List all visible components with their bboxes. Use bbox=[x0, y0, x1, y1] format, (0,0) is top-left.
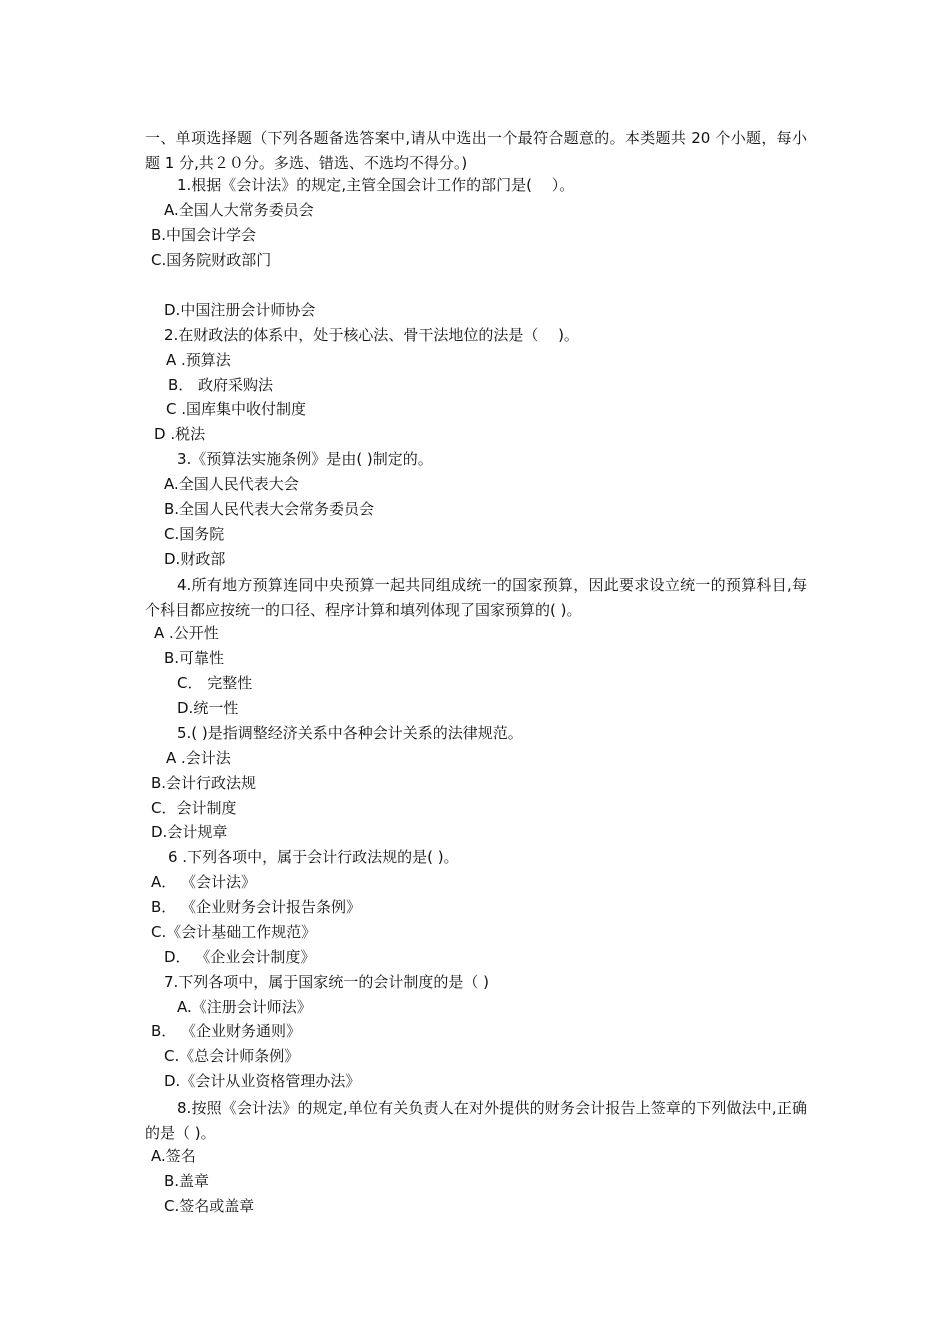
option-text: C．会计制度 bbox=[151, 799, 237, 817]
option-text: C .国库集中收付制度 bbox=[166, 400, 307, 418]
option-text: B． 政府采购法 bbox=[168, 376, 274, 394]
question-stem: 8.按照《会计法》的规定,单位有关负责人在对外提供的财务会计报告上签章的下列做法中,正确的是（ )。 bbox=[145, 1099, 807, 1142]
option-text: D.财政部 bbox=[164, 550, 226, 568]
option-text: A .预算法 bbox=[166, 351, 231, 369]
option-text: B.会计行政法规 bbox=[151, 774, 257, 792]
option-text: B． 《企业财务会计报告条例》 bbox=[151, 898, 362, 916]
option-text: A.全国人民代表大会 bbox=[164, 475, 299, 493]
option-text: D.《会计从业资格管理办法》 bbox=[164, 1072, 361, 1090]
section-heading: 一、单项选择题（下列各题备选答案中,请从中选出一个最符合题意的。本类题共 20 个小题，每小题 1 分,共２０分。多选、错选、不选均不得分。) bbox=[145, 129, 807, 172]
question-stem: 6 .下列各项中，属于会计行政法规的是( )。 bbox=[168, 848, 459, 866]
option-text: D． 《企业会计制度》 bbox=[164, 948, 316, 966]
option-text: C.《总会计师条例》 bbox=[164, 1047, 300, 1065]
option-text: B.盖章 bbox=[164, 1172, 210, 1190]
option-text: A.《注册会计师法》 bbox=[177, 998, 312, 1016]
question-stem: 7.下列各项中，属于国家统一的会计制度的是（ ) bbox=[164, 973, 489, 991]
option-text: A .会计法 bbox=[166, 749, 231, 767]
option-text: D.中国注册会计师协会 bbox=[164, 301, 316, 319]
option-text: B.全国人民代表大会常务委员会 bbox=[164, 500, 375, 518]
option-text: A.签名 bbox=[151, 1147, 196, 1165]
option-text: A． 《会计法》 bbox=[151, 873, 257, 891]
question-stem: 2.在财政法的体系中，处于核心法、骨干法地位的法是（ )。 bbox=[164, 326, 579, 344]
option-text: C.签名或盖章 bbox=[164, 1197, 255, 1215]
option-text: C． 完整性 bbox=[177, 674, 253, 692]
option-text: C.国务院财政部门 bbox=[151, 251, 272, 269]
option-text: D .税法 bbox=[154, 425, 206, 443]
question-stem: 1.根据《会计法》的规定,主管全国会计工作的部门是( ）。 bbox=[177, 176, 575, 194]
question-stem: 3.《预算法实施条例》是由( )制定的。 bbox=[177, 450, 433, 468]
option-text: B． 《企业财务通则》 bbox=[151, 1022, 302, 1040]
option-text: D.统一性 bbox=[177, 699, 239, 717]
option-text: B.中国会计学会 bbox=[151, 226, 257, 244]
option-text: D.会计规章 bbox=[151, 823, 228, 841]
question-stem: 4.所有地方预算连同中央预算一起共同组成统一的国家预算，因此要求设立统一的预算科目,每个科目都应按统一的口径、程序计算和填列体现了国家预算的( )。 bbox=[145, 576, 807, 619]
option-text: A .公开性 bbox=[154, 624, 219, 642]
question-stem: 5.( )是指调整经济关系中各种会计关系的法律规范。 bbox=[177, 724, 523, 742]
option-text: B.可靠性 bbox=[164, 649, 225, 667]
option-text: C.国务院 bbox=[164, 525, 225, 543]
option-text: A.全国人大常务委员会 bbox=[164, 201, 314, 219]
option-text: C.《会计基础工作规范》 bbox=[151, 923, 317, 941]
